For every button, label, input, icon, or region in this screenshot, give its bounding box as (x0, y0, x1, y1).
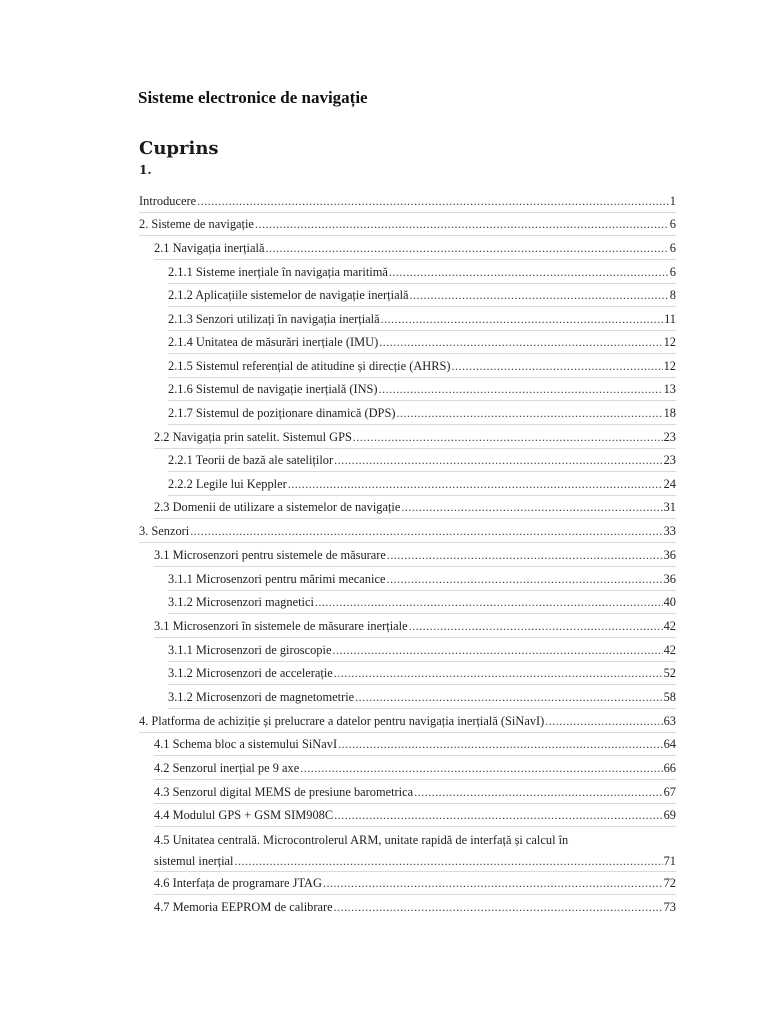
toc-entry-label: 3.1.2 Microsenzori de accelerație (168, 666, 333, 680)
toc-leader-dots (338, 737, 663, 752)
toc-divider (154, 259, 676, 260)
toc-entry-page: 33 (663, 524, 676, 538)
toc-entry[interactable] (139, 217, 676, 232)
toc-divider (139, 732, 676, 733)
toc-entry-page: 69 (663, 808, 676, 822)
toc-entry[interactable] (168, 690, 676, 705)
toc-leader-dots (410, 288, 669, 303)
toc-entry-label-line1: 4.5 Unitatea centrală. Microcontrolerul ARM, unitate rapidă de interfață și calcul în (154, 833, 569, 847)
toc-entry[interactable] (154, 430, 676, 445)
toc-leader-dots (381, 312, 663, 327)
document-title: Sisteme electronice de navigație (138, 88, 368, 107)
toc-leader-dots (379, 382, 663, 397)
toc-divider (168, 353, 676, 354)
toc-divider (168, 283, 676, 284)
toc-entry-page: 71 (663, 854, 676, 868)
toc-entry-page: 63 (663, 714, 676, 728)
toc-entry[interactable] (154, 785, 676, 800)
toc-entry[interactable] (168, 666, 676, 681)
toc-leader-dots (288, 477, 663, 492)
toc-entry-page: 42 (663, 643, 676, 657)
toc-entry[interactable] (168, 288, 676, 303)
toc-entry-label: 3. Senzori (139, 524, 190, 538)
toc-leader-dots (545, 714, 662, 729)
toc-entry-label: Introducere (139, 194, 197, 208)
toc-entry-page: 13 (663, 382, 676, 396)
toc-entry-page: 18 (663, 406, 676, 420)
toc-entry-label: 4.7 Memoria EEPROM de calibrare (154, 900, 333, 914)
toc-divider (168, 306, 676, 307)
toc-entry-page: 23 (663, 430, 676, 444)
toc-entry-label: 2.2 Navigația prin satelit. Sistemul GPS (154, 430, 352, 444)
toc-entry-label: 4.2 Senzorul inerțial pe 9 axe (154, 761, 300, 775)
toc-entry-page: 36 (663, 548, 676, 562)
toc-entry-label: 2.2.1 Teorii de bază ale sateliților (168, 453, 334, 467)
toc-entry-label: 3.1 Microsenzori în sistemele de măsurare inerțiale (154, 619, 408, 633)
toc-divider (168, 471, 676, 472)
toc-divider (154, 871, 676, 872)
toc-entry-page: 23 (663, 453, 676, 467)
toc-divider (168, 613, 676, 614)
toc-leader-dots (401, 500, 662, 515)
toc-entry-label: sistemul inerțial (154, 854, 234, 868)
toc-entry-label: 2.1.6 Sistemul de navigație inerțială (INS) (168, 382, 378, 396)
toc-number: 1. (139, 163, 152, 177)
toc-divider (168, 377, 676, 378)
toc-entry-page: 6 (669, 241, 676, 255)
toc-divider (154, 637, 676, 638)
toc-divider (154, 803, 676, 804)
toc-entry[interactable] (168, 312, 676, 327)
toc-entry-page: 1 (669, 194, 676, 208)
toc-entry[interactable] (168, 572, 676, 587)
toc-entry-page: 12 (663, 359, 676, 373)
toc-leader-dots (315, 595, 663, 610)
toc-entry-page: 72 (663, 876, 676, 890)
toc-entry-label: 4.1 Schema bloc a sistemului SiNavI (154, 737, 338, 751)
toc-entry[interactable] (154, 548, 676, 563)
toc-entry[interactable] (168, 265, 676, 280)
toc-leader-dots (334, 666, 663, 681)
toc-entry-page: 12 (663, 335, 676, 349)
toc-entry-label: 2.1.3 Senzori utilizați în navigația inerțială (168, 312, 380, 326)
toc-entry[interactable] (168, 359, 676, 374)
toc-entry-label: 3.1.1 Microsenzori pentru mărimi mecanice (168, 572, 386, 586)
toc-entry-label: 3.1.2 Microsenzori de magnetometrie (168, 690, 355, 704)
toc-entry-label: 4.6 Interfața de programare JTAG (154, 876, 322, 890)
toc-entry[interactable] (154, 900, 676, 915)
toc-divider (139, 542, 676, 543)
toc-leader-dots (197, 194, 669, 209)
toc-divider (168, 590, 676, 591)
toc-entry[interactable] (154, 500, 676, 515)
toc-entry-page: 6 (669, 217, 676, 231)
toc-leader-dots (387, 548, 663, 563)
toc-divider (154, 894, 676, 895)
toc-entry-label: 2.1.5 Sistemul referențial de atitudine și direcție (AHRS) (168, 359, 451, 373)
toc-leader-dots (334, 453, 663, 468)
toc-entry[interactable] (139, 714, 676, 729)
toc-leader-dots (396, 406, 662, 421)
toc-entry[interactable] (168, 643, 676, 658)
toc-entry-label: 2.1.4 Unitatea de măsurări inerțiale (IMU) (168, 335, 379, 349)
toc-leader-dots (332, 643, 662, 658)
toc-entry[interactable] (168, 477, 676, 492)
toc-entry-page: 42 (663, 619, 676, 633)
toc-entry-page: 6 (669, 265, 676, 279)
toc-entry[interactable] (139, 194, 676, 209)
toc-leader-dots (255, 217, 669, 232)
toc-leader-dots (323, 876, 663, 891)
toc-entry-label: 2.2.2 Legile lui Keppler (168, 477, 287, 491)
toc-heading: Cuprins (139, 138, 219, 159)
toc-entry-page: 66 (663, 761, 676, 775)
toc-divider (154, 826, 676, 827)
toc-entry-label: 3.1 Microsenzori pentru sistemele de măsurare (154, 548, 386, 562)
toc-entry-page: 24 (663, 477, 676, 491)
toc-leader-dots (300, 761, 662, 776)
toc-entry-label: 2.1.7 Sistemul de poziționare dinamică (DPS) (168, 406, 396, 420)
toc-entry[interactable] (168, 382, 676, 397)
toc-divider (168, 400, 676, 401)
toc-entry-label: 2.3 Domenii de utilizare a sistemelor de navigație (154, 500, 401, 514)
toc-entry[interactable] (154, 737, 676, 752)
toc-entry-page: 67 (663, 785, 676, 799)
toc-divider (154, 566, 676, 567)
toc-leader-dots (386, 572, 662, 587)
toc-entry-label: 4. Platforma de achiziție și prelucrare a datelor pentru navigația inerțială (SiNavI) (139, 714, 545, 728)
toc-divider (168, 330, 676, 331)
toc-leader-dots (265, 241, 668, 256)
toc-entry-page: 58 (663, 690, 676, 704)
toc-entry-label: 4.4 Modulul GPS + GSM SIM908C (154, 808, 334, 822)
toc-entry-page: 8 (669, 288, 676, 302)
toc-entry-page: 40 (663, 595, 676, 609)
toc-leader-dots (235, 854, 663, 869)
toc-divider (139, 235, 676, 236)
toc-entry[interactable] (154, 619, 676, 634)
toc-entry[interactable] (154, 241, 676, 256)
toc-leader-dots (452, 359, 663, 374)
toc-entry-page: 64 (663, 737, 676, 751)
toc-leader-dots (355, 690, 662, 705)
toc-leader-dots (190, 524, 662, 539)
toc-divider (168, 495, 676, 496)
toc-divider (154, 448, 676, 449)
toc-leader-dots (353, 430, 663, 445)
toc-leader-dots (379, 335, 662, 350)
toc-divider (168, 708, 676, 709)
toc-entry[interactable] (139, 524, 676, 539)
toc-entry-page: 11 (664, 312, 676, 326)
toc-divider (139, 212, 676, 213)
toc-leader-dots (389, 265, 669, 280)
toc-divider (154, 779, 676, 780)
toc-leader-dots (334, 900, 663, 915)
toc-entry[interactable] (154, 808, 676, 823)
toc-entry-label: 3.1.2 Microsenzori magnetici (168, 595, 314, 609)
toc-entry-page: 73 (663, 900, 676, 914)
toc-entry-label: 2. Sisteme de navigație (139, 217, 254, 231)
toc-entry-page: 31 (663, 500, 676, 514)
toc-divider (168, 424, 676, 425)
toc-entry-label: 3.1.1 Microsenzori de giroscopie (168, 643, 332, 657)
toc-entry-line2 (154, 854, 676, 869)
toc-entry-page: 36 (663, 572, 676, 586)
toc-entry[interactable] (154, 833, 676, 869)
toc-entry[interactable] (168, 595, 676, 610)
toc-entry[interactable] (154, 876, 676, 891)
toc-entry-label: 2.1.1 Sisteme inerțiale în navigația maritimă (168, 265, 388, 279)
toc-divider (154, 518, 676, 519)
toc-leader-dots (334, 808, 662, 823)
toc-entry-label: 4.3 Senzorul digital MEMS de presiune barometrica (154, 785, 414, 799)
toc-divider (168, 661, 676, 662)
toc-entry[interactable] (154, 761, 676, 776)
toc-entry-label: 2.1 Navigația inerțială (154, 241, 265, 255)
toc-divider (168, 684, 676, 685)
toc-leader-dots (409, 619, 663, 634)
toc-entry[interactable] (168, 453, 676, 468)
toc-entry[interactable] (168, 335, 676, 350)
toc-leader-dots (414, 785, 663, 800)
toc-entry-page: 52 (663, 666, 676, 680)
toc-entry-label: 2.1.2 Aplicațiile sistemelor de navigație inerțială (168, 288, 409, 302)
toc-divider (154, 755, 676, 756)
toc-entry[interactable] (168, 406, 676, 421)
